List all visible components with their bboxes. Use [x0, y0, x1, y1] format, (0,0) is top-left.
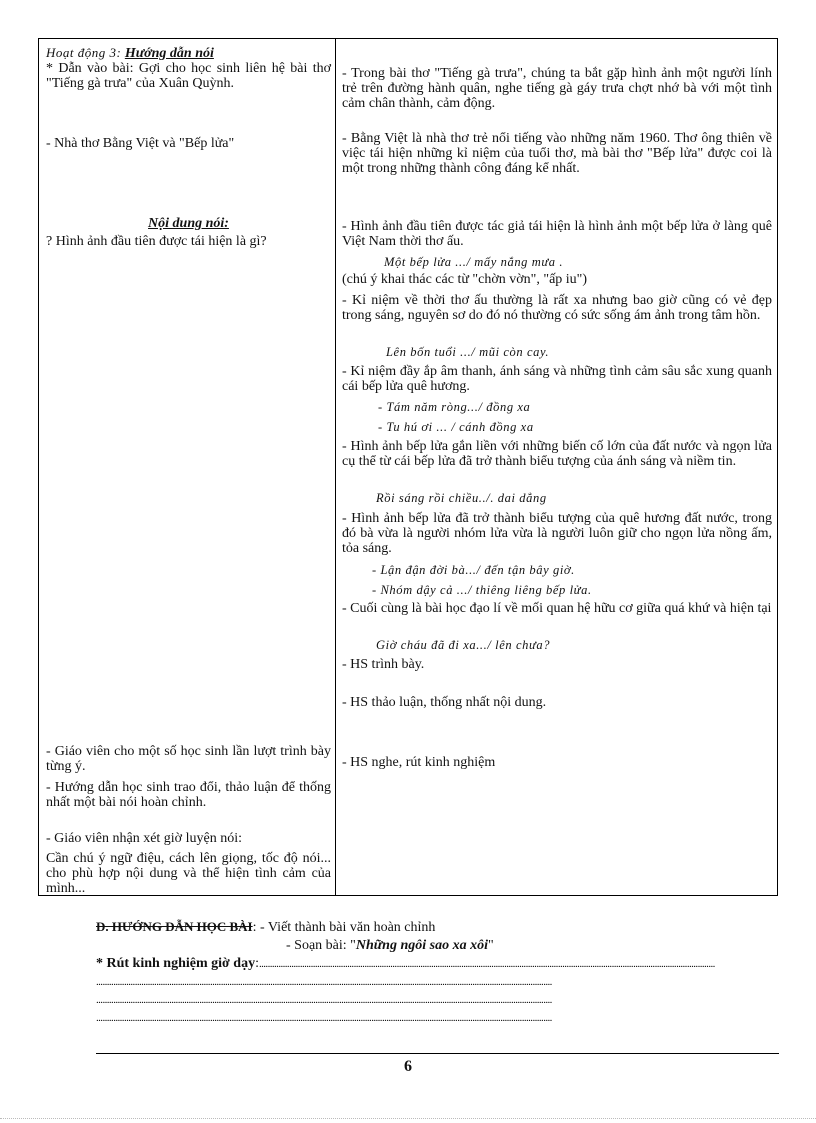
intro-text: * Dẫn vào bài: Gợi cho học sinh liên hệ bài thơ "Tiếng gà trưa" của Xuân Quỳnh. [46, 61, 331, 91]
quote-8: Giờ cháu đã đi xa.../ lên chưa? [376, 638, 551, 652]
quote-5: Rồi sáng rồi chiều../. dai dẳng [376, 491, 547, 505]
teacher-note-2: - Hướng dẫn học sinh trao đổi, thảo luận để thống nhất một bài nói hoàn chỉnh. [46, 780, 331, 810]
activity-heading: Hoạt động 3: Hướng dẫn nói [46, 45, 214, 61]
teacher-note-4: Cần chú ý ngữ điệu, cách lên giọng, tốc độ nói... cho phù hợp nội dung và thể hiện tình cảm của mình... [46, 851, 331, 896]
lesson-table [38, 38, 778, 896]
reflection-dots: .................................................................................................................................................................................................................... [258, 958, 715, 970]
lesson-footer [96, 918, 786, 1027]
content-heading: Nội dung nói: [148, 216, 229, 231]
page-number: 6 [404, 1058, 412, 1075]
reflection-label: * Rút kinh nghiệm giờ dạy [96, 956, 256, 971]
response-2: - Bằng Việt là nhà thơ trẻ nổi tiếng vào những năm 1960. Thơ ông thiên về việc tái hiện những kỉ niệm của tuổi thơ, mà bài thơ "Bếp lửa" được coi là một trong những thành công đáng kể nhất. [342, 131, 772, 176]
teacher-note-3: - Giáo viên nhận xét giờ luyện nói: [46, 831, 242, 846]
quote-4: - Tu hú ơi ... / cánh đồng xa [378, 420, 534, 434]
response-3: - Hình ảnh đầu tiên được tác giả tái hiện là hình ảnh một bếp lửa ở làng quê Việt Nam thời thơ ấu. [342, 219, 772, 249]
guide-line-2: - Soạn bài: "Những ngôi sao xa xôi" [286, 938, 494, 953]
teacher-note-1: - Giáo viên cho một số học sinh lần lượt trình bày từng ý. [46, 744, 331, 774]
footer-rule [96, 1053, 779, 1054]
quote-6: - Lận đận đời bà.../ đến tận bây giờ. [372, 563, 575, 577]
column-divider [335, 39, 336, 895]
quote-7: - Nhóm dậy cả .../ thiêng liêng bếp lửa. [372, 583, 592, 597]
blank-line-2: .................................................................................................................................................................................................................... [96, 994, 552, 1006]
response-9: - Cuối cùng là bài học đạo lí về mối quan hệ hữu cơ giữa quá khứ và hiện tại [342, 601, 772, 616]
blank-line-1: .................................................................................................................................................................................................................... [96, 976, 552, 988]
blank-line-3: .................................................................................................................................................................................................................... [96, 1012, 552, 1024]
quote-3: - Tám năm ròng.../ đồng xa [378, 400, 531, 414]
poet-text: - Nhà thơ Bằng Việt và "Bếp lửa" [46, 136, 235, 151]
quote-2: Lên bốn tuổi .../ mũi còn cay. [386, 345, 550, 359]
response-1: - Trong bài thơ "Tiếng gà trưa", chúng ta bắt gặp hình ảnh một người lính trẻ trên đường hành quân, nghe tiếng gà gáy trưa chợt nhớ bà với một tình cảm chân thành, cảm động. [342, 66, 772, 111]
response-11: - HS thảo luận, thống nhất nội dung. [342, 695, 547, 710]
guide-label: D. HƯỚNG DẪN HỌC BÀI [96, 919, 253, 934]
page-edge-dotted [0, 1118, 816, 1119]
question-text: ? Hình ảnh đầu tiên được tái hiện là gì? [46, 234, 267, 249]
response-10: - HS trình bày. [342, 657, 425, 672]
response-8: - Hình ảnh bếp lửa đã trở thành biểu tượng của quê hương đất nước, trong đó bà vừa là người nhóm lửa vừa là người luôn giữ cho ngọn lửa nồng ấm, tỏa sáng. [342, 511, 772, 556]
response-5: - Kỉ niệm về thời thơ ấu thường là rất xa nhưng bao giờ cũng có vẻ đẹp trong sáng, nguyên sơ do đó nó thường có sức sống ám ảnh trong tâm hồn. [342, 293, 772, 323]
response-12: - HS nghe, rút kinh nghiệm [342, 755, 496, 770]
response-7: - Hình ảnh bếp lửa gắn liền với những biến cố lớn của đất nước và ngọn lửa cụ thể từ cái bếp lửa đã trở thành biểu tượng của ánh sáng và niềm tin. [342, 439, 772, 469]
response-4: (chú ý khai thác các từ "chờn vờn", "ấp iu") [342, 272, 588, 287]
guide-line-1: D. HƯỚNG DẪN HỌC BÀI: - Viết thành bài văn hoàn chỉnh [96, 919, 436, 935]
response-6: - Kỉ niệm đầy ắp âm thanh, ánh sáng và những tình cảm sâu sắc xung quanh cái bếp lửa quê hương. [342, 364, 772, 394]
reflection-line: * Rút kinh nghiệm giờ dạy : .................................................................................................................................................................................................................... [96, 956, 715, 971]
quote-1: Một bếp lửa .../ mấy nắng mưa . [384, 255, 564, 269]
